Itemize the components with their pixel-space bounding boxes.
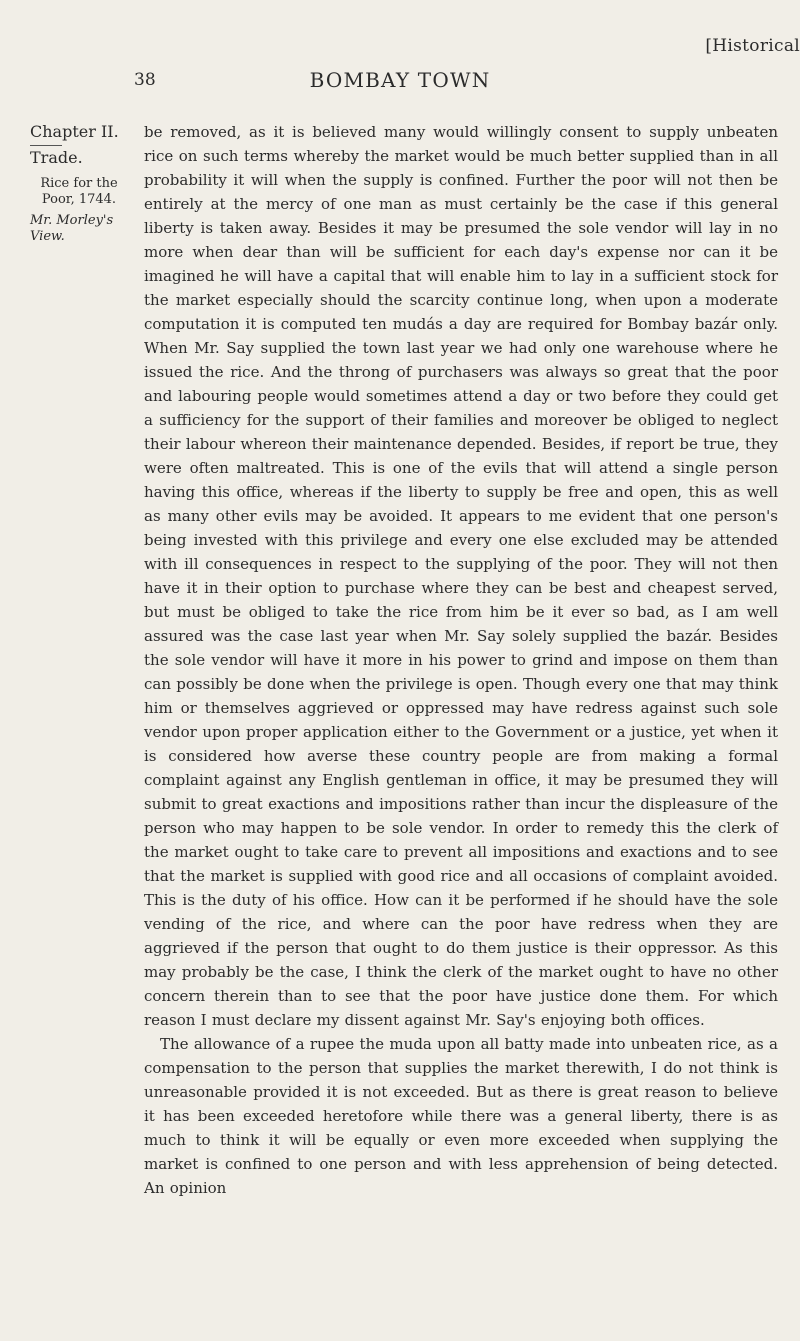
page-number: 38 bbox=[134, 70, 156, 90]
margin-chapter: Chapter II. bbox=[30, 122, 119, 141]
section-header: [Historical bbox=[705, 36, 800, 56]
paragraph: The allowance of a rupee the muda upon all batty made into unbeaten rice, as a compensation to the person that supplies the market therewith, I do not think is unreasonable provided it is not exceeded. But as there is great reason to believe it has been exceeded heretofore while there was a general liberty, there is as much to think it will be equally or even more exceeded when supplying the market is confined to one person and with less apprehension of being detected. An opinion bbox=[144, 1035, 778, 1197]
margin-note bbox=[30, 122, 128, 244]
body-text bbox=[144, 120, 778, 1200]
paragraph: be removed, as it is believed many would willingly consent to supply unbeaten rice on such terms whereby the market would be much better supplied than in all probability it will when the supply is confined. Further the poor will not then be entirely at the mercy of one man as must certainly be the case if this general liberty is taken away. Besides it may be presumed the sole vendor will lay in no more when dear than will be sufficient for each day's expense nor can it be imagined he will have a capital that will enable him to lay in a sufficient stock for the market especially should the scarcity continue long, when upon a moderate computation it is computed ten mudás a day are required for Bombay bazár only. When Mr. Say supplied the town last year we had only one warehouse where he issued the rice. And the throng of purchasers was always so great that the poor and labouring people would sometimes attend a day or two before they could get a sufficiency for the support of their families and moreover be obliged to neglect their labour whereon their maintenance depended. Besides, if report be true, they were often maltreated. This is one of the evils that will attend a single person having this office, whereas if the liberty to supply be free and open, this as well as many other evils may be avoided. It appears to me evident that one person's being invested with this privilege and every one else excluded may be attended with ill consequences in respect to the supplying of the poor. They will not then have it in their option to purchase where they can be best and cheapest served, but must be obliged to take the rice from him be it ever so bad, as I am well assured was the case last year when Mr. Say solely supplied the bazár. Besides the sole vendor will have it more in his power to grind and impose on them than can possibly be done when the privilege is open. Though every one that may think him or themselves aggrieved or oppressed may have redress against such sole vendor upon proper application either to the Government or a justice, yet when it is considered how averse these country people are from making a formal complaint against any English gentleman in office, it may be presumed they will submit to great exactions and impositions rather than incur the displeasure of the person who may happen to be sole vendor. In order to remedy this the clerk of the market ought to take care to prevent all impositions and exactions and to see that the market is supplied with good rice and all occasions of complaint avoided. This is the duty of his office. How can it be performed if he should have the sole vending of the rice, and where can the poor have redress when they are aggrieved if the person that ought to do them justice is their oppressor. As this may probably be the case, I think the clerk of the market ought to have no other concern therein than to see that the poor have justice done them. For which reason I must declare my dissent against Mr. Say's enjoying both offices. bbox=[144, 123, 778, 1029]
margin-source: Mr. Morley's View. bbox=[30, 213, 114, 244]
margin-trade: Trade. bbox=[30, 148, 83, 167]
margin-rule bbox=[30, 145, 62, 146]
running-title: BOMBAY TOWN bbox=[309, 68, 491, 92]
margin-subject: Rice for the Poor, 1744. bbox=[40, 176, 118, 207]
